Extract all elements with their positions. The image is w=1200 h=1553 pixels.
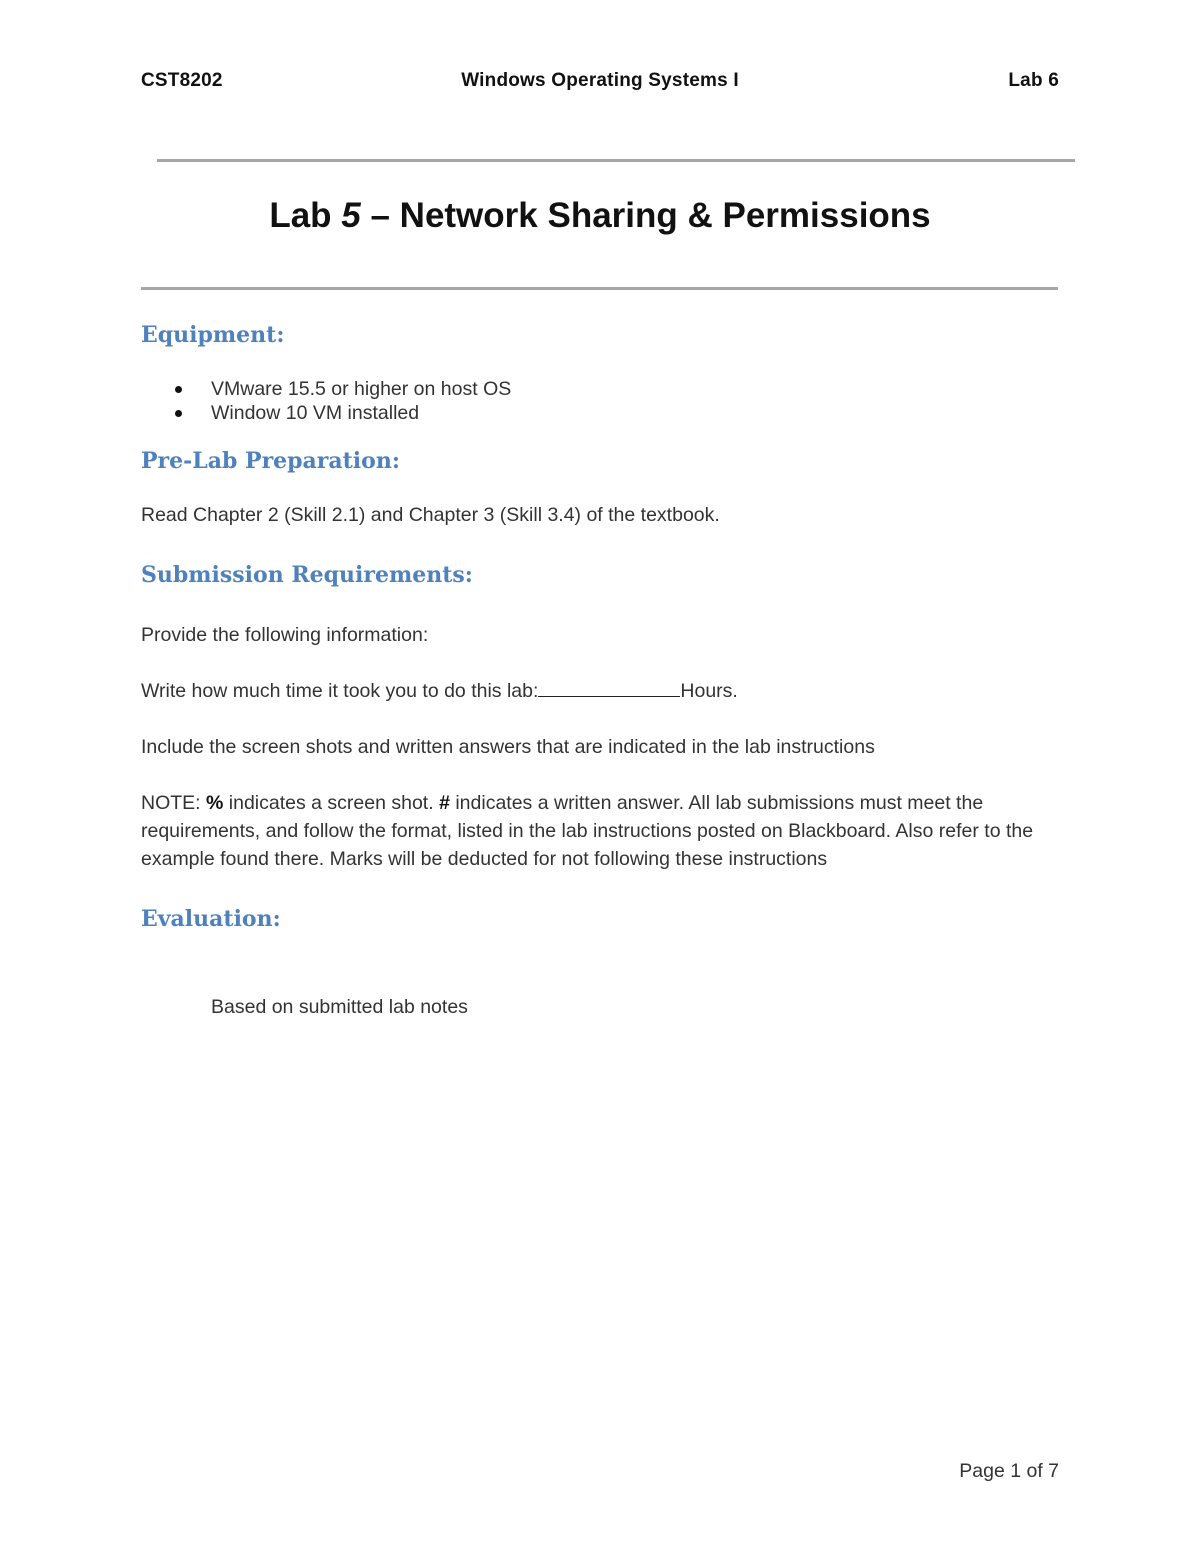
evaluation-text: Based on submitted lab notes — [211, 996, 468, 1018]
bullet-icon — [175, 410, 182, 417]
equipment-item-text: Window 10 VM installed — [211, 402, 420, 424]
list-item — [141, 377, 1041, 401]
header-course-name: Windows Operating Systems I — [461, 70, 739, 91]
screenshots-instruction: Include the screen shots and written answers that are indicated in the lab instructions — [141, 736, 875, 758]
note-label: NOTE: — [141, 792, 207, 814]
title-rest: – Network Sharing & Permissions — [360, 196, 931, 235]
written-answer-symbol: # — [439, 792, 450, 814]
title-top-rule — [157, 159, 1075, 162]
prelab-heading: Pre-Lab Preparation: — [141, 448, 400, 474]
equipment-heading: Equipment: — [141, 322, 285, 348]
title-bottom-rule — [141, 287, 1058, 290]
header-course-code: CST8202 — [141, 70, 223, 91]
title-prefix: Lab — [269, 196, 342, 235]
screenshot-symbol: % — [206, 792, 224, 814]
time-taken-suffix: Hours. — [680, 680, 738, 702]
bullet-icon — [175, 386, 182, 393]
submission-note — [141, 789, 1059, 873]
page-number: Page 1 of 7 — [959, 1460, 1059, 1482]
submission-intro: Provide the following information: — [141, 624, 429, 646]
title-lab-number: 5 — [341, 196, 361, 235]
header-lab-number: Lab 6 — [1008, 70, 1059, 91]
note-rest: indicates a written answer. All lab submissions must meet the requirements, and follow the format, listed in the lab instructions posted on Blackboard. Also refer to the example found there. Marks will be deducted for not following these instructions — [141, 792, 1034, 870]
prelab-text: Read Chapter 2 (Skill 2.1) and Chapter 3 (Skill 3.4) of the textbook. — [141, 504, 720, 526]
page-title — [0, 196, 1200, 236]
time-taken-line — [141, 677, 738, 705]
list-item — [141, 401, 1041, 425]
equipment-list — [141, 377, 1041, 425]
time-taken-prefix: Write how much time it took you to do this lab: — [141, 680, 539, 702]
equipment-item-text: VMware 15.5 or higher on host OS — [211, 378, 512, 400]
evaluation-heading: Evaluation: — [141, 906, 281, 932]
time-taken-blank — [538, 678, 680, 697]
submission-heading: Submission Requirements: — [141, 562, 473, 588]
note-mid: indicates a screen shot. — [223, 792, 440, 814]
